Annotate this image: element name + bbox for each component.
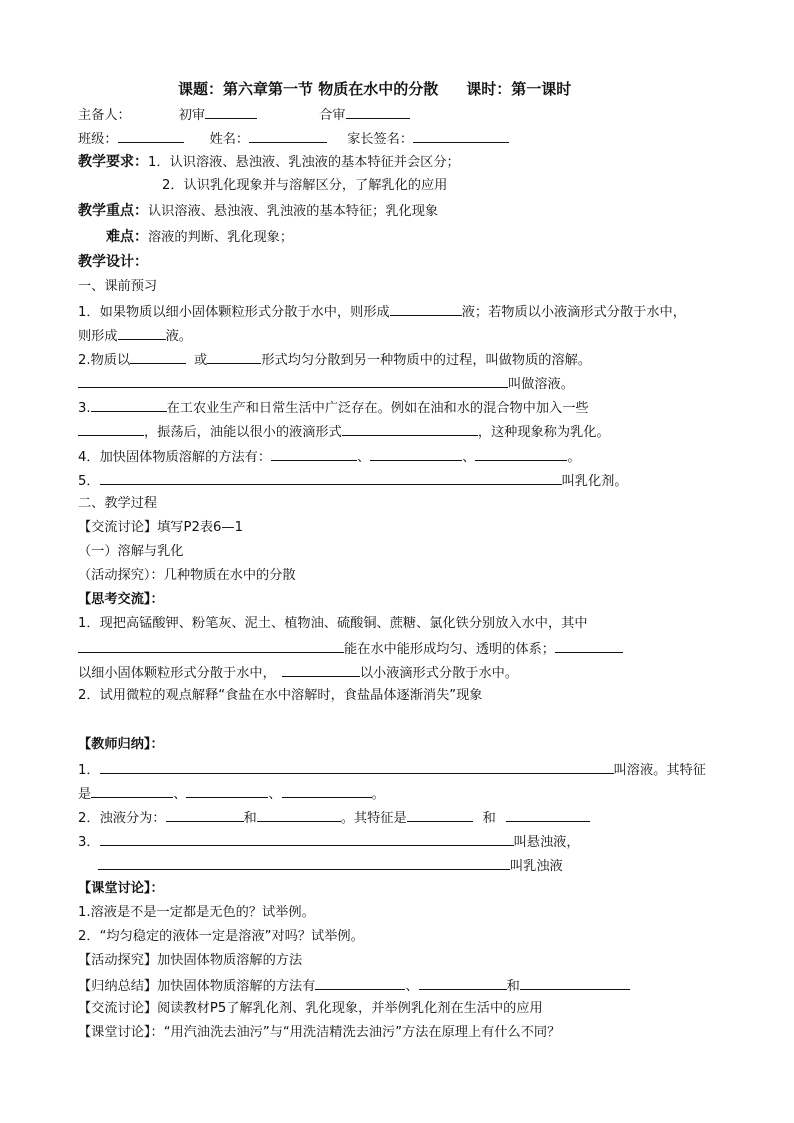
summary-q2-text-a: 2．浊液分为：: [78, 811, 166, 826]
summary-q2-text-c: 。其特征是: [340, 811, 407, 826]
joint-review-blank[interactable]: [346, 105, 410, 119]
summary-q3-text-b: 叫悬浊液，: [513, 835, 580, 850]
summary-q3-blank-2[interactable]: [98, 856, 510, 870]
summary-q1-blank-1[interactable]: [100, 760, 614, 774]
induction-summary-sep: 、: [405, 979, 419, 994]
preview-q3-blank-2[interactable]: [78, 422, 144, 436]
preview-q4-text: 4．加快固体物质溶解的方法有：: [78, 450, 272, 465]
preview-q4-blank-3[interactable]: [475, 447, 567, 461]
summary-q1-sep-1: 、: [173, 787, 187, 802]
requirements-row-1: [78, 153, 460, 172]
preview-q5-text-b: 叫乳化剂。: [561, 474, 628, 489]
preview-q4: [78, 447, 581, 467]
preview-q2-blank-1[interactable]: [130, 350, 186, 364]
design-heading: 教学设计：: [78, 254, 148, 270]
preview-q2-line1: [78, 350, 591, 370]
preview-q1-blank-2[interactable]: [118, 326, 166, 340]
subsection-dissolve-emulsify: （一）溶解与乳化: [78, 544, 184, 559]
parent-sign-blank[interactable]: [413, 129, 509, 143]
think-q1-line2: [78, 639, 623, 659]
first-review-label: 初审: [178, 108, 206, 123]
key-points-text: 认识溶液、悬浊液、乳浊液的基本特征；乳化现象: [148, 204, 439, 219]
summary-q2-text-b: 和: [243, 811, 257, 826]
parent-sign-label: 家长签名：: [347, 132, 414, 147]
induction-summary-text-b: 和: [506, 979, 520, 994]
preview-q4-sep-1: 、: [357, 450, 371, 465]
summary-q1-text-c: 是: [78, 787, 92, 802]
summary-q1-end: 。: [371, 787, 385, 802]
summary-q3-line2: [98, 856, 563, 876]
name-blank[interactable]: [249, 129, 327, 143]
difficulties-label: 难点：: [106, 229, 148, 245]
preview-q5-blank[interactable]: [100, 471, 562, 485]
preview-q1-text-a: 1．如果物质以细小固体颗粒形式分散于水中，则形成: [78, 305, 390, 320]
summary-q1-text-a: 1．: [78, 763, 100, 778]
preview-q4-end: 。: [567, 450, 581, 465]
difficulties-text: 溶液的判断、乳化现象；: [148, 230, 294, 245]
preview-q5: [78, 471, 628, 491]
class-discussion-label: 【课堂讨论】：: [78, 881, 164, 896]
preview-q2-blank-3[interactable]: [78, 374, 508, 388]
key-points-row: [78, 202, 438, 221]
requirement-item-2: 2．认识乳化现象并与溶解区分，了解乳化的应用: [162, 178, 448, 193]
preview-q2-blank-2[interactable]: [207, 350, 261, 364]
requirement-item-1: 1．认识溶液、悬浊液、乳浊液的基本特征并会区分；: [148, 155, 460, 170]
induction-summary-text-a: 【归纳总结】加快固体物质溶解的方法有: [78, 979, 316, 994]
preview-heading: 一、课前预习: [78, 279, 158, 294]
think-q1-line3: [78, 663, 518, 683]
induction-summary-blank-2[interactable]: [419, 976, 507, 990]
summary-q2: [78, 808, 590, 828]
preview-q3-blank-1[interactable]: [91, 398, 167, 412]
preview-q1-text-d: 液。: [165, 329, 192, 344]
lesson-title: 课题：第六章第一节 物质在水中的分散: [178, 80, 439, 98]
class-discussion-q1: 1.溶液是不是一定都是无色的？试举例。: [78, 905, 315, 920]
preview-q2-text-d: 叫做溶液。: [508, 377, 574, 392]
preview-q3-text-a: 3.: [78, 401, 91, 416]
lesson-period: 课时：第一课时: [466, 80, 572, 98]
think-q2: 2．试用微粒的观点解释“食盐在水中溶解时，食盐晶体逐渐消失”现象: [78, 688, 483, 703]
preview-q5-text-a: 5．: [78, 474, 100, 489]
summary-q1-sep-2: 、: [268, 787, 282, 802]
process-heading: 二、教学过程: [78, 496, 158, 511]
activity-explore-2: 【活动探究】加快固体物质溶解的方法: [78, 953, 303, 968]
preview-q3-line2: [78, 422, 610, 442]
name-label: 姓名：: [209, 132, 250, 147]
preparer-label: 主备人：: [78, 108, 131, 123]
first-review-blank[interactable]: [205, 105, 257, 119]
key-points-label: 教学重点：: [78, 203, 148, 219]
summary-q1-text-b: 叫溶液。其特征: [613, 763, 706, 778]
preview-q3-text-b: 在工农业生产和日常生活中广泛存在。例如在油和水的混合物中加入一些: [166, 401, 589, 416]
preview-q4-blank-2[interactable]: [370, 447, 462, 461]
exchange-discussion-2: 【交流讨论】阅读教材P5了解乳化剂、乳化现象，并举例乳化剂在生活中的应用: [78, 1001, 543, 1016]
summary-q2-blank-3[interactable]: [407, 808, 473, 822]
preview-q1-text-b: 液；若物质以小液滴形式分散于水中，: [461, 305, 686, 320]
preview-q2-text-a: 2.物质以: [78, 353, 131, 368]
summary-q1-line1: [78, 760, 706, 780]
think-exchange-label: 【思考交流】：: [78, 592, 164, 607]
teacher-summary-label: 【教师归纳】：: [78, 737, 164, 752]
think-q1-blank-2[interactable]: [555, 639, 623, 653]
summary-q3-blank-1[interactable]: [100, 832, 514, 846]
preview-q3-blank-3[interactable]: [342, 422, 478, 436]
induction-summary: [78, 976, 630, 996]
summary-q3-line1: [78, 832, 580, 852]
summary-q1-blank-2[interactable]: [91, 784, 173, 798]
joint-review-label: 合审: [319, 108, 346, 123]
summary-q1-blank-4[interactable]: [282, 784, 372, 798]
class-label: 班级：: [78, 132, 118, 147]
activity-explore-1: （活动探究）：几种物质在水中的分散: [78, 568, 296, 583]
summary-q2-blank-1[interactable]: [166, 808, 244, 822]
think-q1-text-d: 以小液滴形式分散于水中。: [359, 666, 519, 681]
preview-q3-text-d: ，这种现象称为乳化。: [477, 425, 610, 440]
summary-q2-blank-4[interactable]: [506, 808, 590, 822]
preview-q1-line2: [78, 326, 192, 346]
summary-q2-text-d: 和: [482, 811, 496, 826]
preparer-row: [78, 105, 410, 125]
think-q1-text-b: 能在水中能形成均匀、透明的体系；: [344, 642, 555, 657]
requirements-label: 教学要求：: [78, 154, 148, 170]
preview-q2-line2: [78, 374, 574, 394]
preview-q2-text-c: 形式均匀分散到另一种物质中的过程，叫做物质的溶解。: [261, 353, 592, 368]
page-title: [178, 80, 571, 98]
think-q1-blank-1[interactable]: [78, 639, 344, 653]
preview-q3-line1: [78, 398, 589, 418]
summary-q1-line2: [78, 784, 385, 804]
preview-q1-text-c: 则形成: [78, 329, 118, 344]
summary-q3-text-a: 3．: [78, 835, 100, 850]
summary-q2-blank-2[interactable]: [257, 808, 341, 822]
preview-q4-sep-2: 、: [462, 450, 476, 465]
preview-q1-blank-1[interactable]: [390, 302, 462, 316]
class-discussion-q2: 2．“均匀稳定的液体一定是溶液”对吗？试举例。: [78, 929, 364, 944]
summary-q3-text-c: 叫乳浊液: [510, 859, 563, 874]
exchange-discussion-1: 【交流讨论】填写P2表6—1: [78, 520, 243, 535]
class-discussion-3: 【课堂讨论】：“用汽油洗去油污”与“用洗洁精洗去油污”方法在原理上有什么不同？: [78, 1025, 561, 1040]
think-q1-line1: 1．现把高锰酸钾、粉笔灰、泥土、植物油、硫酸铜、蔗糖、氯化铁分别放入水中，其中: [78, 616, 588, 631]
summary-q1-blank-3[interactable]: [186, 784, 268, 798]
induction-summary-blank-1[interactable]: [315, 976, 405, 990]
induction-summary-blank-3[interactable]: [520, 976, 630, 990]
class-blank[interactable]: [118, 129, 184, 143]
difficulties-row: [106, 228, 293, 247]
preview-q4-blank-1[interactable]: [271, 447, 357, 461]
preview-q3-text-c: ，振荡后，油能以很小的液滴形式: [144, 425, 342, 440]
think-q1-text-c: 以细小固体颗粒形式分散于水中，: [78, 666, 276, 681]
preview-q1-line1: [78, 302, 686, 322]
think-q1-blank-3[interactable]: [282, 663, 360, 677]
student-info-row: [78, 129, 509, 149]
preview-q2-text-b: 或: [194, 353, 208, 368]
